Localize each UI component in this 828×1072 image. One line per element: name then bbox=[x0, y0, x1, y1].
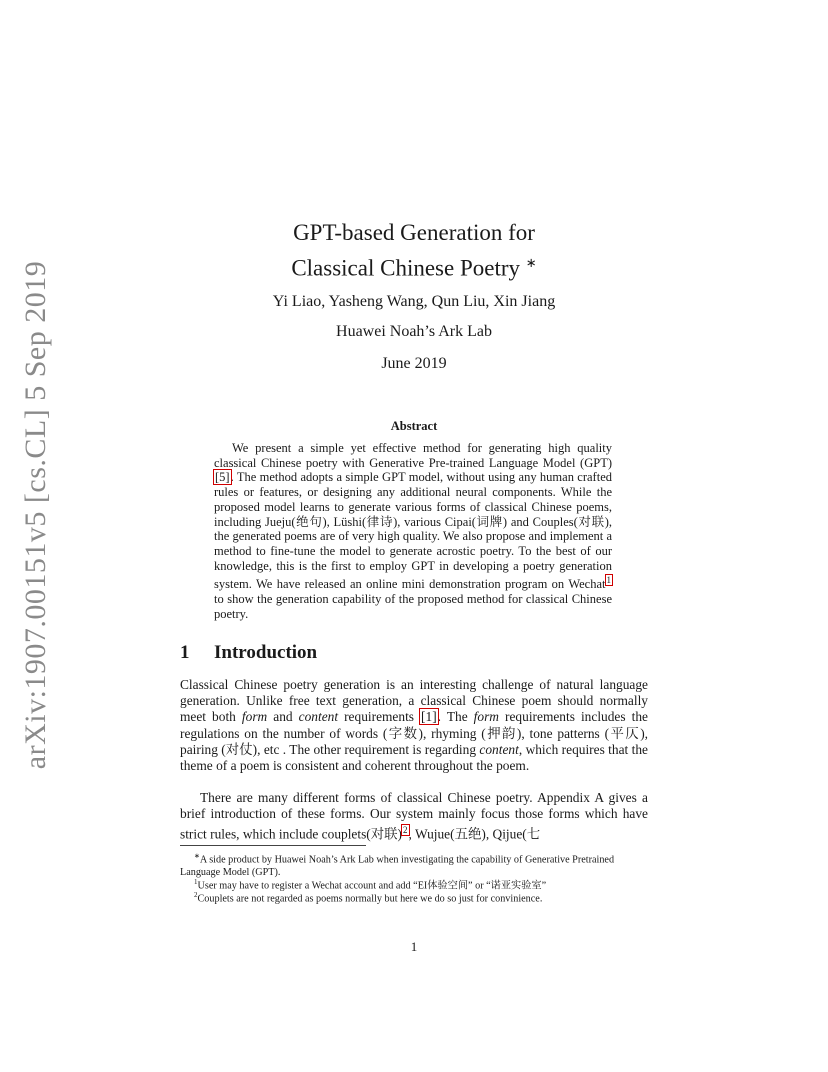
footnote-star-text: A side product by Huawei Noah’s Ark Lab when investigating the capability of Generative Pretrained Language Model (GPT). bbox=[180, 854, 615, 878]
abstract-text-1: We present a simple yet effective method for generating high quality classical Chinese poetry with Generative Pre-trained Language Model (GPT) bbox=[214, 441, 612, 470]
footnote-2 bbox=[180, 889, 648, 906]
intro-paragraph-2 bbox=[180, 790, 648, 843]
para1-text-2: and bbox=[267, 709, 299, 725]
para2-text-1: There are many different forms of classical Chinese poetry. Appendix A gives a brief introduction of these forms. Our system mainly focus those forms which have strict rules, which include couplets(对联) bbox=[180, 790, 648, 842]
citation-link-5[interactable]: [5] bbox=[215, 470, 230, 485]
abstract-heading: Abstract bbox=[390, 419, 438, 433]
footnote-star-mark: ∗ bbox=[194, 852, 200, 860]
para1-emph-form: form bbox=[241, 709, 268, 725]
abstract-text-2: . The method adopts a simple GPT model, without using any human crafted rules or features, or designing any additional neural components. While the proposed model learns to generate various forms of classical Chinese poems, including Jueju(绝句), Lüshi(律诗), various Cipai(词牌) and Couples(对联), the generated poems are of very high quality. We also propose and implement a method to fine-tune the model to generate acrostic poetry. To the best of our knowledge, this is the first to employ GPT in developing a poetry generation system. We have released an online mini demonstration program on Wechat bbox=[214, 470, 612, 592]
footnote-link-2[interactable]: 2 bbox=[403, 825, 408, 836]
para1-text-3: requirements bbox=[338, 709, 421, 725]
footnote-1-mark: 1 bbox=[194, 878, 198, 886]
footnote-2-mark: 2 bbox=[194, 891, 198, 899]
abstract-text-3: to show the generation capability of the proposed method for classical Chinese poetry. bbox=[214, 592, 612, 621]
section-title: Introduction bbox=[214, 642, 318, 663]
para2-text-2: , Wujue(五绝), Qijue(七 bbox=[408, 826, 541, 842]
arxiv-side-stamp bbox=[14, 260, 58, 770]
section-heading-introduction bbox=[180, 642, 317, 664]
para1-text-6: , which requires that the theme of a poem is consistent and coherent throughout the poem. bbox=[180, 741, 648, 774]
para1-text-4: . The bbox=[437, 709, 474, 725]
title-line-1: GPT-based Generation for bbox=[293, 220, 535, 245]
para1-text-1: Classical Chinese poetry generation is an interesting challenge of natural language generation. Unlike free text generation, a classical Chinese poem should normally meet both bbox=[180, 677, 648, 725]
publication-date: June 2019 bbox=[381, 355, 447, 372]
abstract-body bbox=[214, 441, 612, 622]
para1-emph-form-2: form bbox=[473, 709, 499, 725]
section-number: 1 bbox=[180, 642, 190, 663]
para1-text-5: requirements includes the regulations on the number of words (字数), rhyming (押韵), tone patterns (平仄), pairing (对仗), etc . The other requirement is regarding bbox=[180, 709, 648, 757]
paper-title bbox=[180, 218, 648, 284]
para1-emph-content-2: content bbox=[479, 741, 519, 757]
para1-emph-content: content bbox=[298, 709, 339, 725]
footnote-2-text: Couplets are not regarded as poems normally but here we do so just for convinience. bbox=[197, 893, 543, 905]
author-list: Yi Liao, Yasheng Wang, Qun Liu, Xin Jiang bbox=[272, 293, 556, 310]
title-footnote-mark: ∗ bbox=[525, 255, 537, 270]
title-line-2-text: Classical Chinese Poetry bbox=[291, 255, 521, 281]
intro-paragraph-1 bbox=[180, 677, 648, 774]
footnote-link-1[interactable]: 1 bbox=[606, 575, 611, 586]
footnote-1-text: User may have to register a Wechat account and add “EI体验空间” or “诺亚实验室” bbox=[197, 880, 547, 892]
arxiv-identifier: arXiv:1907.00151v5 [cs.CL] 5 Sep 2019 bbox=[19, 260, 53, 770]
page-number: 1 bbox=[410, 939, 418, 954]
title-line-2 bbox=[180, 248, 648, 284]
citation-link-1[interactable]: [1] bbox=[421, 709, 437, 725]
footnote-divider bbox=[180, 845, 366, 846]
affiliation: Huawei Noah’s Ark Lab bbox=[336, 323, 492, 340]
